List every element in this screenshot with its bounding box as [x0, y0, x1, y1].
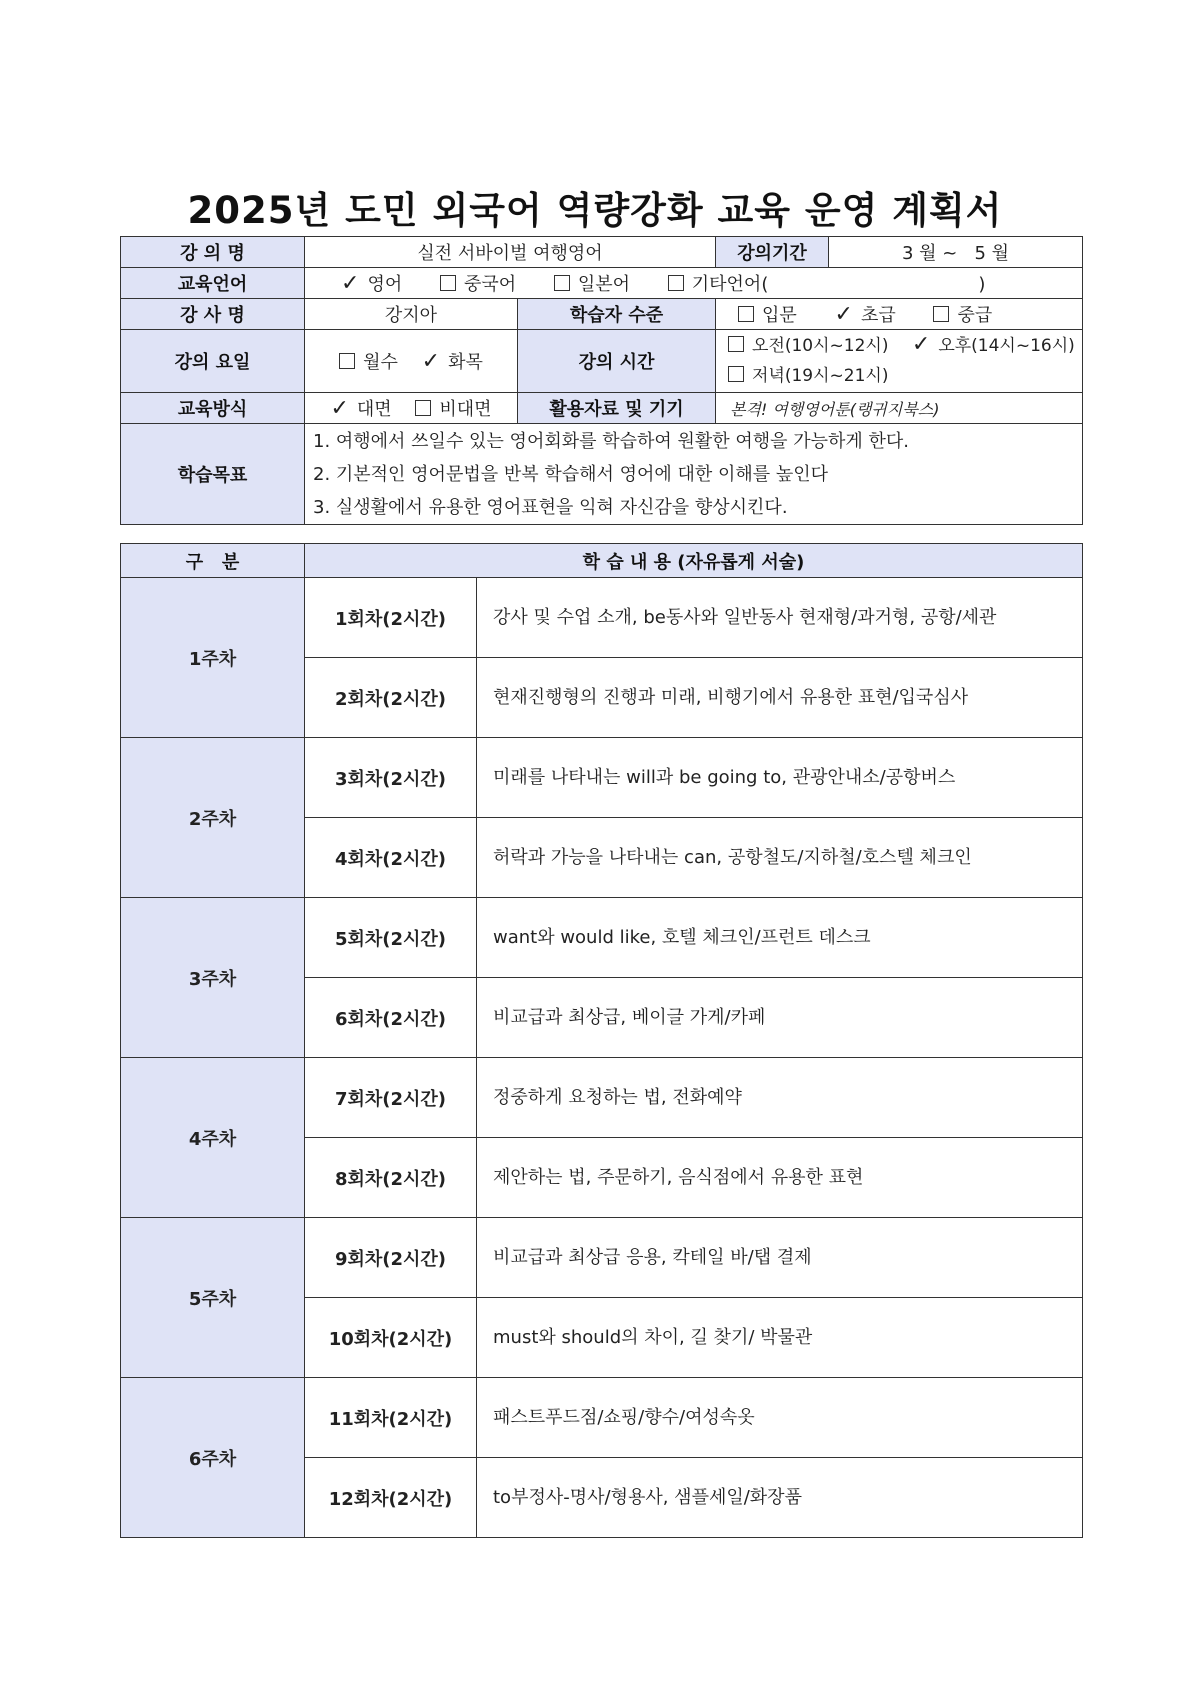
session-label: 7회차(2시간) [305, 1058, 477, 1138]
period-header: 강의기간 [716, 237, 829, 268]
time-header: 강의 시간 [518, 330, 716, 393]
time-morning-text: 오전(10시~12시) [752, 336, 889, 356]
time-evening-text: 저녁(19시~21시) [752, 366, 889, 386]
lang-english-text: 영어 [367, 274, 403, 295]
checkmark-icon: ✓ [341, 271, 360, 296]
info-row-4 [121, 330, 1083, 393]
goal-item: 3. 실생활에서 유용한 영어표현을 익혀 자신감을 향상시킨다. [313, 496, 788, 518]
checkmark-icon: ✓ [911, 332, 931, 357]
level-intro[interactable] [738, 305, 797, 326]
info-grid-wrapper [120, 236, 1082, 528]
level-beginner[interactable] [834, 302, 896, 327]
goal-item: 2. 기본적인 영어문법을 반복 학습해서 영어에 대한 이해를 높인다 [313, 463, 829, 485]
division-header: 구 분 [121, 544, 305, 578]
info-row-6 [121, 424, 1083, 525]
method-list [305, 393, 518, 424]
info-row-5 [121, 393, 1083, 424]
checkmark-icon: ✓ [421, 349, 441, 374]
method-online-text: 비대면 [439, 399, 492, 420]
session-content: to부정사-명사/형용사, 샘플세일/화장품 [477, 1458, 1083, 1538]
table-row [121, 898, 1083, 978]
time-list [716, 330, 1083, 393]
session-label: 4회차(2시간) [305, 818, 477, 898]
day-mon-wed-text: 월수 [363, 352, 398, 373]
day-mon-wed[interactable] [339, 352, 398, 373]
goal-item: 1. 여행에서 쓰일수 있는 영어회화를 학습하여 원활한 여행을 가능하게 한다. [313, 430, 910, 452]
language-list [305, 268, 1083, 299]
checkmark-icon: ✓ [834, 302, 853, 327]
session-content: 미래를 나타내는 will과 be going to, 관광안내소/공항버스 [477, 738, 1083, 818]
goals-header: 학습목표 [121, 424, 305, 525]
session-content: 패스트푸드점/쇼핑/향수/여성속옷 [477, 1378, 1083, 1458]
info-grid [120, 236, 1083, 525]
session-label: 1회차(2시간) [305, 578, 477, 658]
method-inperson-text: 대면 [356, 399, 392, 420]
lang-other-close: ) [978, 274, 986, 295]
materials-text: 본격! 여행영어툰(랭귀지북스) [716, 393, 1083, 424]
lang-chinese[interactable] [440, 274, 516, 295]
lang-other[interactable] [668, 274, 986, 295]
checkbox-icon [415, 400, 431, 416]
session-content: 정중하게 요청하는 법, 전화예약 [477, 1058, 1083, 1138]
table-row [121, 1058, 1083, 1138]
plan-header-row [121, 544, 1083, 578]
session-label: 9회차(2시간) [305, 1218, 477, 1298]
materials-header: 활용자료 및 기기 [518, 393, 716, 424]
language-header: 교육언어 [121, 268, 305, 299]
table-row [121, 1218, 1083, 1298]
period-text: 3 월 ~ 5 월 [829, 237, 1083, 268]
checkmark-icon: ✓ [330, 396, 349, 421]
session-content: 비교급과 최상급 응용, 칵테일 바/탭 결제 [477, 1218, 1083, 1298]
session-label: 11회차(2시간) [305, 1378, 477, 1458]
checkbox-icon [738, 306, 754, 322]
checkbox-icon [440, 275, 456, 291]
checkbox-icon [554, 275, 570, 291]
instructor-header: 강 사 명 [121, 299, 305, 330]
info-row-1 [121, 237, 1083, 268]
level-intermediate[interactable] [933, 305, 992, 326]
info-row-3 [121, 299, 1083, 330]
lang-japanese-text: 일본어 [577, 274, 631, 295]
course-name-header: 강 의 명 [121, 237, 305, 268]
method-online[interactable] [415, 399, 491, 420]
plan-body [121, 578, 1083, 1538]
days-header: 강의 요일 [121, 330, 305, 393]
info-row-2 [121, 268, 1083, 299]
week-label: 3주차 [121, 898, 305, 1058]
time-evening[interactable] [728, 366, 888, 386]
checkbox-icon [668, 275, 684, 291]
session-label: 12회차(2시간) [305, 1458, 477, 1538]
instructor-text: 강지아 [305, 299, 518, 330]
session-label: 2회차(2시간) [305, 658, 477, 738]
week-label: 5주차 [121, 1218, 305, 1378]
session-label: 8회차(2시간) [305, 1138, 477, 1218]
level-intermediate-text: 중급 [957, 305, 993, 326]
session-label: 3회차(2시간) [305, 738, 477, 818]
level-header: 학습자 수준 [518, 299, 716, 330]
checkbox-icon [728, 366, 744, 382]
lang-chinese-text: 중국어 [463, 274, 517, 295]
lang-other-text: 기타언어( [691, 274, 769, 295]
checkbox-icon [933, 306, 949, 322]
table-row [121, 1378, 1083, 1458]
checkbox-icon [339, 353, 355, 369]
level-list [716, 299, 1083, 330]
time-afternoon[interactable] [911, 332, 1075, 357]
session-content: 비교급과 최상급, 베이글 가게/카페 [477, 978, 1083, 1058]
content-header: 학 습 내 용 (자유롭게 서술) [305, 544, 1083, 578]
session-label: 6회차(2시간) [305, 978, 477, 1058]
week-label: 4주차 [121, 1058, 305, 1218]
session-label: 5회차(2시간) [305, 898, 477, 978]
table-row [121, 738, 1083, 818]
days-list [305, 330, 518, 393]
session-content: 현재진행형의 진행과 미래, 비행기에서 유용한 표현/입국심사 [477, 658, 1083, 738]
day-tue-thu-text: 화목 [448, 352, 483, 373]
week-label: 6주차 [121, 1378, 305, 1538]
week-label: 1주차 [121, 578, 305, 738]
session-content: 강사 및 수업 소개, be동사와 일반동사 현재형/과거형, 공항/세관 [477, 578, 1083, 658]
method-inperson[interactable] [330, 396, 392, 421]
day-tue-thu[interactable] [421, 349, 483, 374]
lang-japanese[interactable] [554, 274, 630, 295]
time-afternoon-text: 오후(14시~16시) [938, 336, 1075, 356]
time-morning[interactable] [728, 336, 888, 356]
page-title: 2025년 도민 외국어 역량강화 교육 운영 계획서 [187, 189, 1003, 232]
goals-list [305, 424, 1083, 525]
session-label: 10회차(2시간) [305, 1298, 477, 1378]
session-content: 제안하는 법, 주문하기, 음식점에서 유용한 표현 [477, 1138, 1083, 1218]
session-content: 허락과 가능을 나타내는 can, 공항철도/지하철/호스텔 체크인 [477, 818, 1083, 898]
lang-english[interactable] [341, 271, 403, 296]
session-content: must와 should의 차이, 길 찾기/ 박물관 [477, 1298, 1083, 1378]
checkbox-icon [728, 336, 744, 352]
course-name-text: 실전 서바이벌 여행영어 [305, 237, 716, 268]
session-content: want와 would like, 호텔 체크인/프런트 데스크 [477, 898, 1083, 978]
level-intro-text: 입문 [762, 305, 797, 326]
week-label: 2주차 [121, 738, 305, 898]
level-beginner-text: 초급 [860, 305, 896, 326]
method-header: 교육방식 [121, 393, 305, 424]
weekly-plan-table [120, 543, 1083, 1538]
table-row [121, 578, 1083, 658]
